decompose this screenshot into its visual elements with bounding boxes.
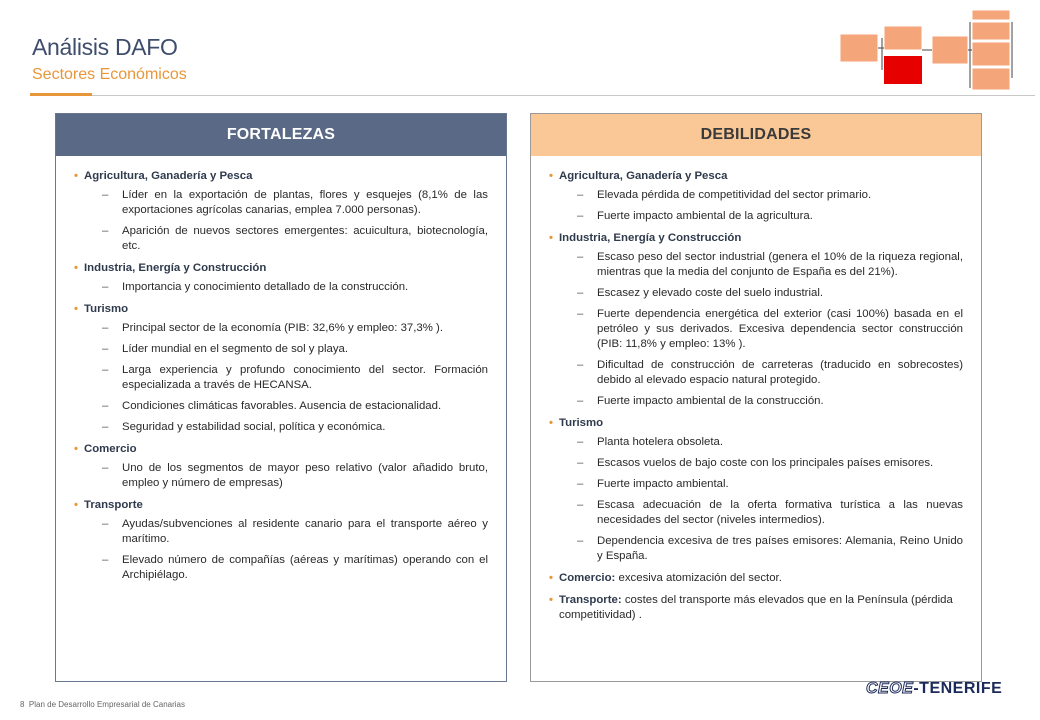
dash-icon: – [577,308,584,320]
category-label: Agricultura, Ganadería y Pesca [84,170,253,182]
diagram-box [972,42,1010,66]
list-item-text: Elevada pérdida de competitividad del sector primario. [597,189,872,201]
list-item-text: Aparición de nuevos sectores emergentes: acuicultura, biotecnología, etc. [122,225,488,252]
list-item [549,209,963,224]
process-diagram-icon [838,8,1018,92]
list-item-text: Escaso peso del sector industrial (genera el 10% de la riqueza regional, mientras que la media del conjunto de España es del 21%). [597,251,963,278]
fortalezas-body [56,156,506,583]
bullet-icon: • [549,594,553,606]
dash-icon: – [102,400,109,412]
dash-icon: – [102,189,109,201]
dash-icon: – [102,322,109,334]
dash-icon: – [577,251,584,263]
category-heading [549,416,963,431]
list-item-text: Importancia y conocimiento detallado de la construcción. [122,281,409,293]
list-item-text: Escasez y elevado coste del suelo industrial. [597,287,824,299]
list-item-text: Fuerte impacto ambiental de la agricultura. [597,210,813,222]
category-label: Transporte [84,499,143,511]
logo-text: -TENERIFE [913,680,1003,697]
list-item [549,307,963,352]
diagram-box [972,10,1010,20]
bullet-icon: • [549,417,553,429]
dash-icon: – [577,478,584,490]
dash-icon: – [577,189,584,201]
list-item [549,435,963,450]
category-heading [74,442,488,457]
dash-icon: – [102,343,109,355]
header-rule [30,95,1035,96]
list-item-text: Principal sector de la economía (PIB: 32,6% y empleo: 37,3% ). [122,322,443,334]
dash-icon: – [102,281,109,293]
list-item [74,224,488,254]
list-item [74,461,488,491]
list-item [549,358,963,388]
dash-icon: – [577,395,584,407]
dash-icon: – [577,499,584,511]
header-rule-accent [30,93,92,96]
category-label: Turismo [84,303,129,315]
bullet-icon: • [74,499,78,511]
list-item-text: Fuerte impacto ambiental de la construcción. [597,395,824,407]
list-item-text: Larga experiencia y profundo conocimiento del sector. Formación especializada a través de HECANSA. [122,364,488,391]
diagram-box [972,68,1010,90]
list-item [74,420,488,435]
list-item-text: Elevado número de compañías (aéreas y marítimas) operando con el Archipiélago. [122,554,488,581]
dash-icon: – [102,364,109,376]
list-item [74,188,488,218]
list-item-text: Líder mundial en el segmento de sol y playa. [122,343,349,355]
dash-icon: – [577,457,584,469]
diagram-box [972,22,1010,40]
list-item-text: Uno de los segmentos de mayor peso relativo (valor añadido bruto, empleo y número de empresas) [122,462,488,489]
list-item-text: Fuerte dependencia energética del exterior (casi 100%) basada en el petróleo y sus derivados. Excesiva dependencia sector construcción (PIB: 11,8% y empleo: 13% ). [597,308,963,350]
list-item-text: Dependencia excesiva de tres países emisores: Alemania, Reino Unido y España. [597,535,963,562]
dash-icon: – [102,421,109,433]
category-heading [549,169,963,184]
category-label: Turismo [559,417,604,429]
list-item [74,517,488,547]
debilidades-title: DEBILIDADES [531,114,981,156]
list-item [549,188,963,203]
bullet-icon: • [549,572,553,584]
bullet-icon: • [549,232,553,244]
category-heading [74,261,488,276]
category-label: Agricultura, Ganadería y Pesca [559,170,728,182]
category-label: Industria, Energía y Construcción [559,232,742,244]
diagram-box [884,26,922,50]
dash-icon: – [102,225,109,237]
list-item-text: Ayudas/subvenciones al residente canario para el transporte aéreo y marítimo. [122,518,488,545]
list-item [74,280,488,295]
fortalezas-panel [55,113,507,682]
category-label: Comercio: [559,572,616,584]
category-description: excesiva atomización del sector. [618,572,782,584]
list-item-text: Seguridad y estabilidad social, política y económica. [122,421,386,433]
fortalezas-title: FORTALEZAS [56,114,506,156]
list-item [549,477,963,492]
list-item [549,456,963,471]
bullet-icon: • [74,262,78,274]
category-label: Industria, Energía y Construcción [84,262,267,274]
bullet-icon: • [74,443,78,455]
list-item-text: Escasos vuelos de bajo coste con los principales países emisores. [597,457,934,469]
page-number: 8 [20,700,25,709]
list-item-text: Dificultad de construcción de carreteras (traducido en sobrecostes) debido al elevado espacio natural protegido. [597,359,963,386]
list-item [549,286,963,301]
bullet-icon: • [74,170,78,182]
diagram-box [840,34,878,62]
list-item [549,250,963,280]
dash-icon: – [577,436,584,448]
page-subtitle: Sectores Económicos [32,66,187,83]
list-item-text: Planta hotelera obsoleta. [597,436,724,448]
bullet-icon: • [549,170,553,182]
diagram-box-highlight [884,56,922,84]
list-item [74,363,488,393]
list-item [74,553,488,583]
debilidades-body [531,156,981,623]
category-heading [74,169,488,184]
list-item-text: Escasa adecuación de la oferta formativa turística a las nuevas necesidades del sector (niveles intermedios). [597,499,963,526]
list-item-text: Fuerte impacto ambiental. [597,478,729,490]
dash-icon: – [577,359,584,371]
category-label: Transporte: [559,594,622,606]
page-title: Análisis DAFO [32,34,178,60]
category-heading [549,593,963,623]
category-heading [74,302,488,317]
list-item [74,399,488,414]
footer-text: Plan de Desarrollo Empresarial de Canarias [28,700,185,709]
bullet-icon: • [74,303,78,315]
category-heading [549,571,963,586]
dash-icon: – [102,462,109,474]
dash-icon: – [577,535,584,547]
list-item-text: Condiciones climáticas favorables. Ausencia de estacionalidad. [122,400,442,412]
category-label: Comercio [84,443,137,455]
list-item-text: Líder en la exportación de plantas, flores y esquejes (8,1% de las exportaciones agrícolas canarias, emplea 7.000 personas). [122,189,488,216]
ceoe-tenerife-logo [866,680,1002,698]
list-item [74,342,488,357]
footer-note [20,700,185,709]
dash-icon: – [577,210,584,222]
list-item [549,534,963,564]
diagram-box [932,36,968,64]
list-item [549,394,963,409]
list-item [549,498,963,528]
category-heading [549,231,963,246]
dash-icon: – [577,287,584,299]
category-heading [74,498,488,513]
category-description: costes del transporte más elevados que en la Península (pérdida competitividad) . [559,594,953,621]
debilidades-panel [530,113,982,682]
list-item [74,321,488,336]
dash-icon: – [102,518,109,530]
dash-icon: – [102,554,109,566]
logo-outlined-text: CEOE [866,680,914,697]
